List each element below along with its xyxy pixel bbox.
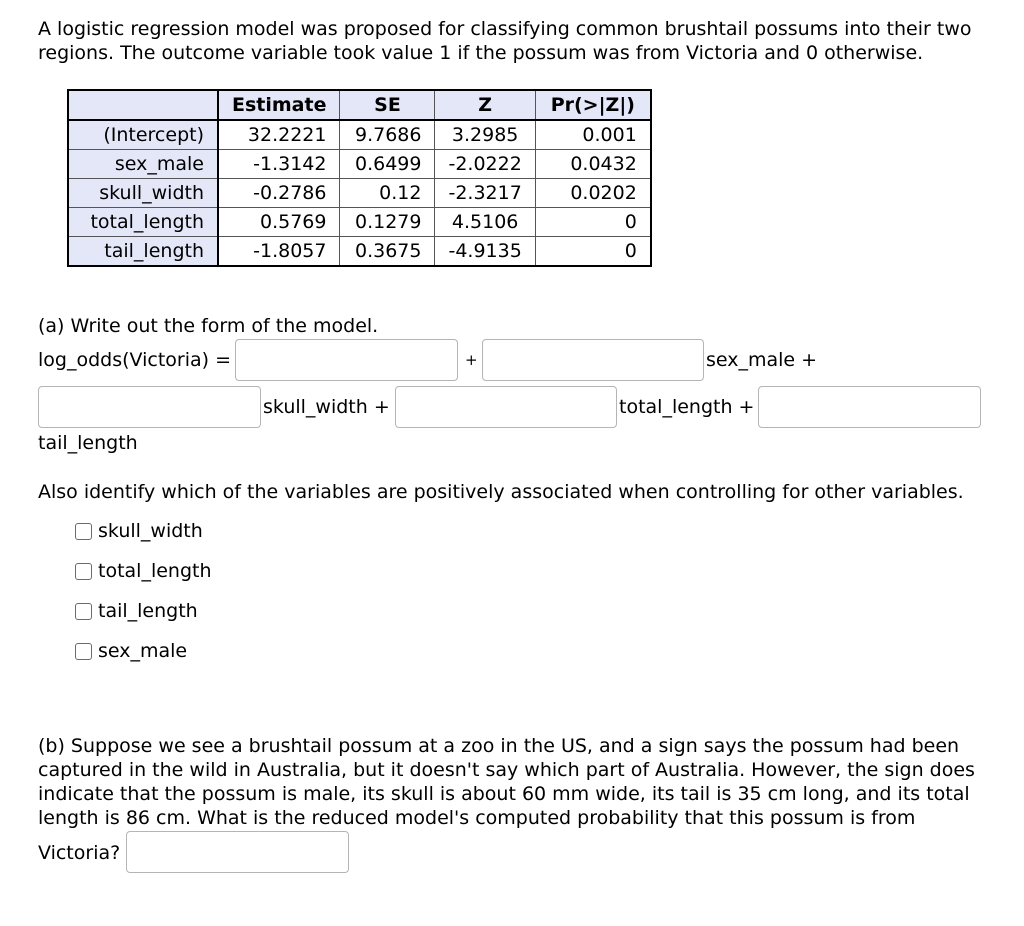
option-sex-male[interactable] [75, 638, 187, 664]
question-intro: A logistic regression model was proposed for classifying common brushtail possums into their two regions. The outcome variable took value 1 if the possum was from Victoria and 0 otherwise. [38, 18, 972, 64]
cell-z: -4.9135 [435, 237, 535, 267]
table-row [68, 237, 651, 267]
option-label: skull_width [98, 520, 203, 542]
part-b-question: (b) Suppose we see a brushtail possum at a zoo in the US, and a sign says the possum had been captured in the wild in Australia, but it doesn't say which part of Australia. However, the sign does indicate that the possum is male, its skull is about 60 mm wide, its tail is 35 cm long, and its total length is 86 cm. What is the reduced model's computed probability that this possum is from [38, 735, 975, 829]
table-row [68, 120, 651, 150]
row-label: skull_width [68, 179, 218, 208]
row-label: sex_male [68, 150, 218, 179]
table-header-z: Z [435, 90, 535, 120]
table-header-p: Pr(>|Z|) [535, 90, 651, 120]
cell-estimate: -1.3142 [218, 150, 340, 179]
skull-width-coef-input[interactable] [38, 386, 261, 428]
option-label: total_length [98, 560, 212, 582]
cell-se: 0.12 [340, 179, 435, 208]
table-header-se: SE [340, 90, 435, 120]
option-label: tail_length [98, 600, 198, 622]
equation-lhs: log_odds(Victoria) = [38, 349, 232, 371]
cell-p: 0.0202 [535, 179, 651, 208]
cell-z: -2.0222 [435, 150, 535, 179]
probability-input[interactable] [126, 831, 349, 873]
table-row [68, 179, 651, 208]
cell-z: 4.5106 [435, 208, 535, 237]
cell-estimate: 32.2221 [218, 120, 340, 150]
intercept-input[interactable] [235, 339, 458, 381]
checkbox[interactable] [75, 643, 92, 660]
part-b-question-tail: Victoria? [38, 842, 121, 864]
cell-se: 9.7686 [340, 120, 435, 150]
table-row [68, 208, 651, 237]
row-label: tail_length [68, 237, 218, 267]
cell-se: 0.3675 [340, 237, 435, 267]
option-tail-length[interactable] [75, 598, 198, 624]
plus-sign: + [465, 351, 478, 369]
option-label: sex_male [98, 640, 188, 662]
cell-se: 0.6499 [340, 150, 435, 179]
option-total-length[interactable] [75, 558, 212, 584]
checkbox[interactable] [75, 523, 92, 540]
cell-p: 0.001 [535, 120, 651, 150]
cell-estimate: -1.8057 [218, 237, 340, 267]
identify-prompt: Also identify which of the variables are positively associated when controlling for other variables. [38, 481, 964, 503]
row-label: total_length [68, 208, 218, 237]
table-row [68, 150, 651, 179]
cell-z: -2.3217 [435, 179, 535, 208]
cell-p: 0 [535, 237, 651, 267]
total-length-term: total_length + [619, 396, 755, 418]
tail-length-coef-input[interactable] [758, 386, 981, 428]
cell-p: 0 [535, 208, 651, 237]
tail-length-term: tail_length [38, 432, 138, 454]
coefficient-table [67, 89, 652, 267]
total-length-coef-input[interactable] [395, 386, 617, 428]
part-a-title: (a) Write out the form of the model. [38, 315, 379, 337]
row-label: (Intercept) [68, 120, 218, 150]
cell-p: 0.0432 [535, 150, 651, 179]
sex-male-coef-input[interactable] [482, 339, 704, 381]
skull-width-term: skull_width + [263, 396, 390, 418]
option-skull-width[interactable] [75, 518, 203, 544]
cell-estimate: -0.2786 [218, 179, 340, 208]
table-header-row [68, 90, 651, 120]
checkbox[interactable] [75, 603, 92, 620]
sex-male-term: sex_male + [706, 349, 818, 371]
checkbox[interactable] [75, 563, 92, 580]
table-header-corner [68, 90, 218, 120]
cell-estimate: 0.5769 [218, 208, 340, 237]
cell-se: 0.1279 [340, 208, 435, 237]
table-header-estimate: Estimate [218, 90, 340, 120]
cell-z: 3.2985 [435, 120, 535, 150]
